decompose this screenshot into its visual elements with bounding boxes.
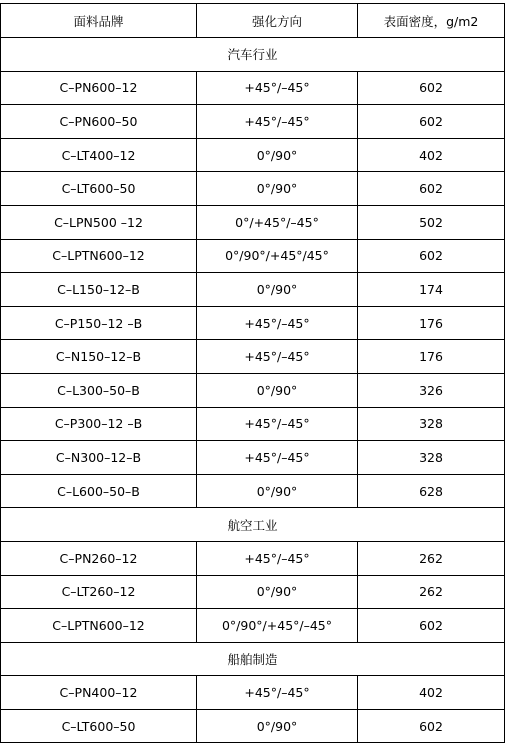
- table-row: [1, 306, 505, 340]
- cell-density: 602: [358, 609, 505, 643]
- cell-direction: 0°/90°: [197, 172, 358, 206]
- header-cell-density: 表面密度，g/m2: [358, 4, 505, 38]
- cell-brand: C–LT600–50: [1, 709, 197, 743]
- table-row: [1, 676, 505, 710]
- table-row: [1, 609, 505, 643]
- table-row: [1, 273, 505, 307]
- cell-direction: 0°/90°/+45°/45°: [197, 239, 358, 273]
- cell-brand: C–LPTN600–12: [1, 239, 197, 273]
- cell-direction: +45°/–45°: [197, 441, 358, 475]
- cell-density: 502: [358, 205, 505, 239]
- cell-direction: 0°/90°: [197, 474, 358, 508]
- cell-brand: C–P300–12 –B: [1, 407, 197, 441]
- section-title: 航空工业: [1, 508, 505, 542]
- cell-density: 602: [358, 172, 505, 206]
- cell-density: 262: [358, 575, 505, 609]
- cell-direction: +45°/–45°: [197, 676, 358, 710]
- table-row: [1, 239, 505, 273]
- cell-density: 602: [358, 105, 505, 139]
- cell-direction: +45°/–45°: [197, 306, 358, 340]
- cell-density: 402: [358, 138, 505, 172]
- cell-direction: 0°/+45°/–45°: [197, 205, 358, 239]
- cell-density: 328: [358, 407, 505, 441]
- cell-brand: C–L150–12–B: [1, 273, 197, 307]
- table-row: [1, 373, 505, 407]
- cell-direction: +45°/–45°: [197, 105, 358, 139]
- section-title: 船舶制造: [1, 642, 505, 676]
- cell-brand: C–LPN500 –12: [1, 205, 197, 239]
- table-row: [1, 340, 505, 374]
- section-row: [1, 642, 505, 676]
- cell-density: 602: [358, 709, 505, 743]
- cell-direction: +45°/–45°: [197, 340, 358, 374]
- cell-brand: C–LT600–50: [1, 172, 197, 206]
- table-row: [1, 441, 505, 475]
- cell-density: 402: [358, 676, 505, 710]
- table-row: [1, 105, 505, 139]
- cell-direction: +45°/–45°: [197, 71, 358, 105]
- cell-brand: C–LPTN600–12: [1, 609, 197, 643]
- cell-density: 174: [358, 273, 505, 307]
- cell-density: 176: [358, 306, 505, 340]
- cell-brand: C–PN260–12: [1, 541, 197, 575]
- table-row: [1, 575, 505, 609]
- cell-density: 328: [358, 441, 505, 475]
- cell-density: 262: [358, 541, 505, 575]
- cell-brand: C–PN400–12: [1, 676, 197, 710]
- cell-direction: +45°/–45°: [197, 541, 358, 575]
- cell-density: 602: [358, 71, 505, 105]
- cell-brand: C–LT260–12: [1, 575, 197, 609]
- table-row: [1, 407, 505, 441]
- cell-brand: C–PN600–50: [1, 105, 197, 139]
- table-body: [1, 4, 505, 743]
- table-row: [1, 172, 505, 206]
- section-row: [1, 508, 505, 542]
- table-row: [1, 71, 505, 105]
- section-title: 汽车行业: [1, 38, 505, 72]
- header-cell-brand: 面料品牌: [1, 4, 197, 38]
- cell-direction: 0°/90°/+45°/–45°: [197, 609, 358, 643]
- cell-brand: C–N300–12–B: [1, 441, 197, 475]
- cell-direction: +45°/–45°: [197, 407, 358, 441]
- table-row: [1, 474, 505, 508]
- cell-density: 602: [358, 239, 505, 273]
- table-header-row: [1, 4, 505, 38]
- cell-direction: 0°/90°: [197, 138, 358, 172]
- cell-density: 628: [358, 474, 505, 508]
- table-row: [1, 541, 505, 575]
- cell-density: 326: [358, 373, 505, 407]
- table-row: [1, 205, 505, 239]
- cell-brand: C–PN600–12: [1, 71, 197, 105]
- cell-brand: C–L600–50–B: [1, 474, 197, 508]
- cell-density: 176: [358, 340, 505, 374]
- cell-direction: 0°/90°: [197, 709, 358, 743]
- cell-brand: C–N150–12–B: [1, 340, 197, 374]
- cell-brand: C–L300–50–B: [1, 373, 197, 407]
- table-row: [1, 138, 505, 172]
- header-cell-direction: 强化方向: [197, 4, 358, 38]
- section-row: [1, 38, 505, 72]
- cell-direction: 0°/90°: [197, 273, 358, 307]
- cell-direction: 0°/90°: [197, 575, 358, 609]
- fabric-table: [0, 3, 505, 743]
- table-row: [1, 709, 505, 743]
- cell-direction: 0°/90°: [197, 373, 358, 407]
- cell-brand: C–P150–12 –B: [1, 306, 197, 340]
- cell-brand: C–LT400–12: [1, 138, 197, 172]
